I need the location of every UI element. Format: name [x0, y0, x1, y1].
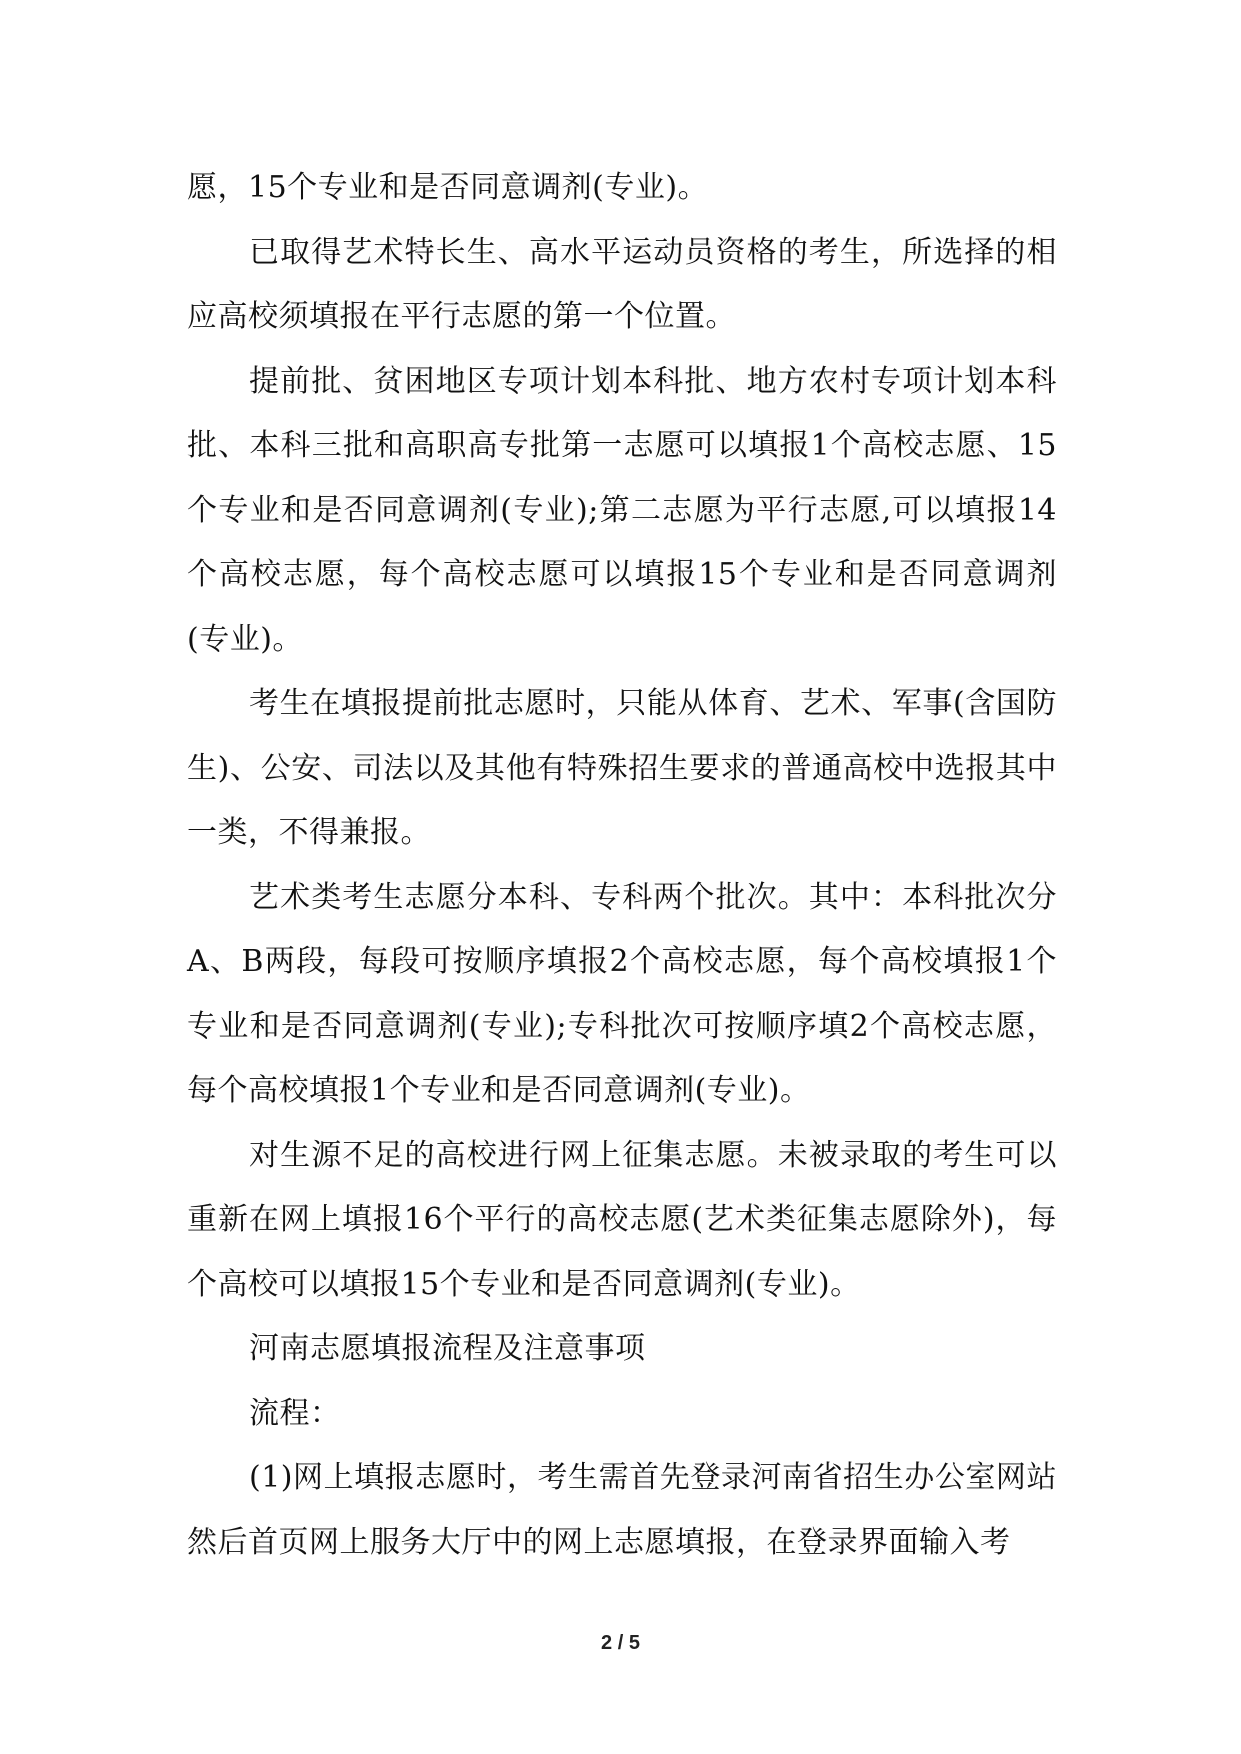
paragraph-special-talent: 已取得艺术特长生、高水平运动员资格的考生，所选择的相应高校须填报在平行志愿的第一个位置。 — [187, 234, 1057, 334]
paragraph-early-batch: 考生在填报提前批志愿时，只能从体育、艺术、军事(含国防生)、公安、司法以及其他有特殊招生要求的普通高校中选报其中一类，不得兼报。 — [187, 686, 1057, 850]
paragraph-batch-rules: 提前批、贫困地区专项计划本科批、地方农村专项计划本科批、本科三批和高职高专批第一志愿可以填报1个高校志愿、15个专业和是否同意调剂(专业);第二志愿为平行志愿,可以填报14个高校志愿，每个高校志愿可以填报15个专业和是否同意调剂(专业)。 — [187, 363, 1057, 657]
section-heading: 河南志愿填报流程及注意事项 — [249, 1331, 646, 1366]
body-text — [187, 156, 1057, 1575]
process-label: 流程： — [249, 1395, 341, 1431]
paragraph-solicitation: 对生源不足的高校进行网上征集志愿。未被录取的考生可以重新在网上填报16个平行的高校志愿(艺术类征集志愿除外)，每个高校可以填报15个专业和是否同意调剂(专业)。 — [187, 1137, 1057, 1302]
paragraph-step-1: (1)网上填报志愿时，考生需首先登录河南省招生办公室网站然后首页网上服务大厅中的网上志愿填报，在登录界面输入考 — [187, 1460, 1057, 1560]
paragraph-continuation: 愿，15个专业和是否同意调剂(专业)。 — [187, 170, 709, 205]
paragraph-art-students: 艺术类考生志愿分本科、专科两个批次。其中：本科批次分A、B两段，每段可按顺序填报2个高校志愿，每个高校填报1个专业和是否同意调剂(专业);专科批次可按顺序填2个高校志愿，每个高校填报1个专业和是否同意调剂(专业)。 — [187, 879, 1057, 1108]
page-number: 2 / 5 — [601, 1632, 640, 1654]
